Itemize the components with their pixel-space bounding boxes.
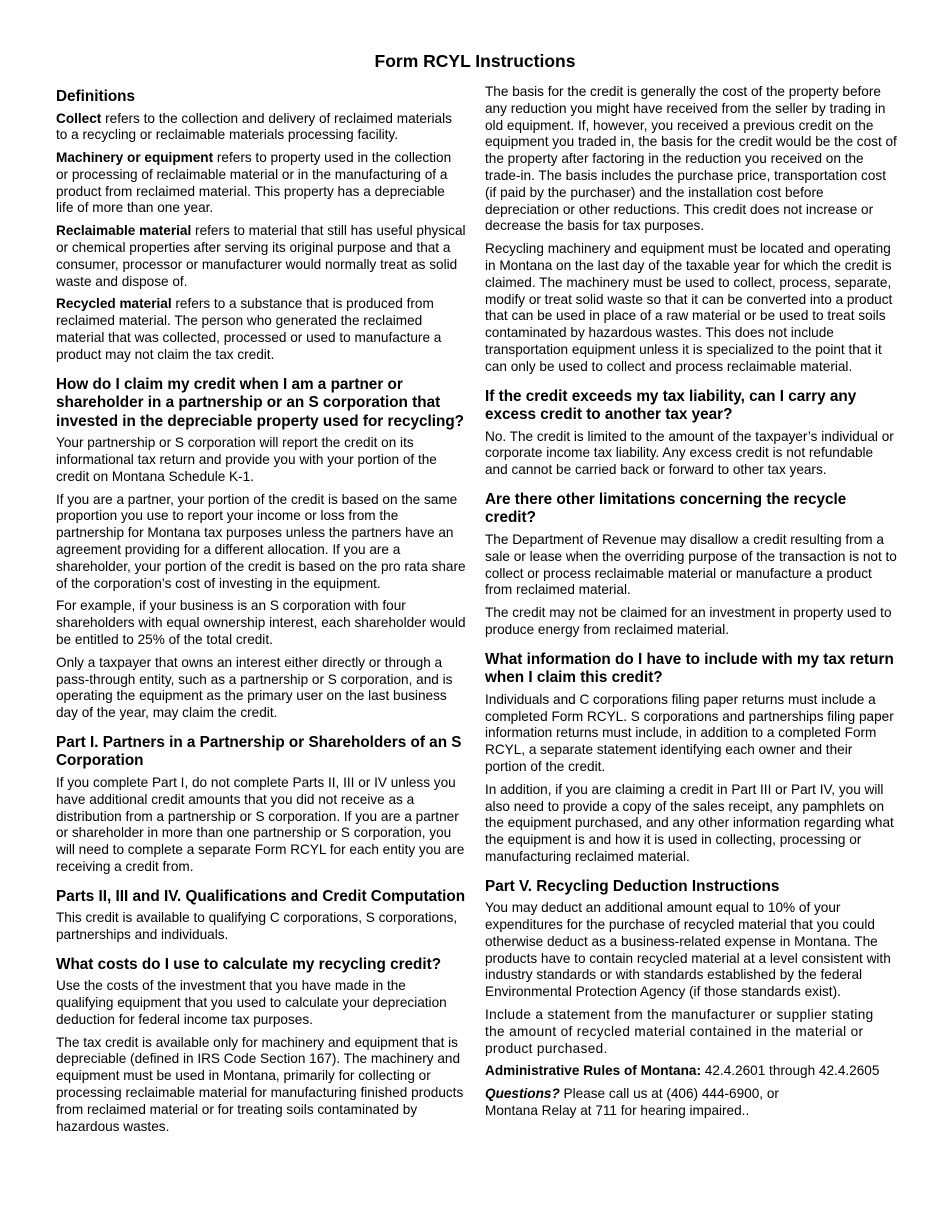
left-column — [56, 84, 466, 1141]
definition-recycled — [56, 296, 466, 363]
paragraph: If you are a partner, your portion of the credit is based on the same proportion you use to report your income or loss from the partnership for Montana tax purposes unless the partners have an agreement providing for a different allocation. If you are a shareholder, your portion of the credit is based on the pro rata share of the corporation’s cost of investing in the equipment. — [56, 491, 466, 591]
term-reclaimable: Reclaimable material — [56, 223, 192, 239]
term-machinery: Machinery or equipment — [56, 150, 214, 166]
paragraph: No. The credit is limited to the amount of the taxpayer’s individual or corporate income tax liability. Any excess credit is not refundable and cannot be carried back or forward to other tax years. — [485, 428, 894, 478]
paragraph: Individuals and C corporations filing paper returns must include a completed Form RCYL. S corporations and partnerships filing paper information returns must include, in addition to a completed Form RCYL, a separate statement identifying each owner and their portion of the credit. — [485, 691, 894, 774]
questions — [485, 1086, 897, 1120]
term-recycled: Recycled material — [56, 296, 172, 312]
rules-label: Administrative Rules of Montana: — [485, 1063, 702, 1079]
paragraph: In addition, if you are claiming a credit in Part III or Part IV, you will also need to provide a copy of the sales receipt, any pamphlets on the equipment purchased, and any other information regarding what the equipment is and how it is used in collecting, processing or manufacturing reclaimed material. — [485, 781, 894, 864]
definition-collect-text: refers to the collection and delivery of reclaimed materials to a recycling or reclaimable materials processing facility. — [56, 110, 452, 143]
definition-collect — [56, 111, 466, 145]
definition-reclaimable — [56, 223, 466, 290]
include-heading: What information do I have to include with my tax return when I claim this credit? — [485, 650, 894, 687]
paragraph: For example, if your business is an S corporation with four shareholders with equal ownership interest, each shareholder would be entitled to 25% of the total credit. — [56, 598, 466, 647]
rules-text: 42.4.2601 through 42.4.2605 — [701, 1063, 880, 1079]
paragraph: If you complete Part I, do not complete Parts II, III or IV unless you have additional credit amounts that you did not receive as a distribution from a partnership or S corporation. If you are a partner or shareholder in more than one partnership or S corporation, you will need to complete a separate Form RCYL for each entity you are receiving a credit from. — [56, 774, 465, 874]
definition-machinery-text: refers to property used in the collection or processing of reclaimable material or in the manufacturing of a product from reclaimed material. This property has a depreciable life of more than one year. — [56, 150, 452, 216]
parts234-heading: Parts II, III and IV. Qualifications and Credit Computation — [56, 887, 466, 905]
paragraph: Your partnership or S corporation will report the credit on its informational tax return and provide you with your portion of the credit on Montana Schedule K-1. — [56, 435, 437, 484]
definition-recycled-text: refers to a substance that is produced from reclaimed material. The person who generated the reclaimed material that was collected, processed or used to manufacture a product may not claim the tax credit. — [56, 296, 442, 362]
costs-heading: What costs do I use to calculate my recycling credit? — [56, 955, 442, 973]
questions-line2: Montana Relay at 711 for hearing impaired.. — [485, 1102, 750, 1118]
paragraph: The tax credit is available only for machinery and equipment that is depreciable (defined in IRS Code Section 167). The machinery and equipment must be used in Montana, primarily for collecting or processing reclaimable material for manufacturing finished products from reclaimed material or for treating soils contaminated by hazardous wastes. — [56, 1034, 464, 1134]
term-collect: Collect — [56, 110, 102, 126]
questions-label: Questions? — [485, 1086, 560, 1102]
paragraph: The credit may not be claimed for an investment in property used to produce energy from reclaimed material. — [485, 605, 892, 637]
definition-reclaimable-text: refers to material that still has useful physical or chemical properties after serving its original purpose and that a consumer, processor or manufacturer would normally treat as solid waste and dispose of. — [56, 223, 466, 289]
part1-heading: Part I. Partners in a Partnership or Shareholders of an S Corporation — [56, 733, 462, 770]
definition-machinery — [56, 150, 466, 217]
paragraph: The Department of Revenue may disallow a credit resulting from a sale or lease when the overriding purpose of the transaction is not to collect or process reclaimable material or manufacture a product from reclaimed material. — [485, 531, 897, 598]
paragraph: This credit is available to qualifying C corporations, S corporations, partnerships and individuals. — [56, 910, 458, 942]
paragraph: Only a taxpayer that owns an interest either directly or through a pass-through entity, such as a partnership or S corporation, and is operating the equipment as the primary user on the last business day of the year, may claim the credit. — [56, 654, 453, 721]
partner-claim-heading: How do I claim my credit when I am a partner or shareholder in a partnership or an S corporation that invested in the depreciable property used for recycling? — [56, 375, 465, 430]
page-title: Form RCYL Instructions — [374, 51, 576, 71]
definitions-heading: Definitions — [56, 88, 136, 105]
questions-line1: Please call us at (406) 444-6900, or — [559, 1086, 779, 1102]
administrative-rules — [485, 1063, 897, 1080]
exceeds-heading: If the credit exceeds my tax liability, can I carry any excess credit to another tax year? — [485, 387, 857, 424]
paragraph: Recycling machinery and equipment must be located and operating in Montana on the last day of the taxable year for which the credit is claimed. The machinery must be used to collect, process, separate, modify or treat solid waste so that it can be converted into a product that can be used in place of a raw material or be used to treat soils contaminated by hazardous wastes. This does not include transportation equipment unless it is specialized to the point that it can only be used to collect and process reclaimable material. — [485, 241, 893, 374]
paragraph: You may deduct an additional amount equal to 10% of your expenditures for the purchase of recycled material that you could otherwise deduct as a business-related expense in Montana. The products have to contain recycled material at a level consistent with industry standards or with standards established by the federal Environmental Protection Agency (if those standards exist). — [485, 900, 891, 1000]
part5-heading: Part V. Recycling Deduction Instructions — [485, 877, 780, 895]
limitations-heading: Are there other limitations concerning the recycle credit? — [485, 490, 847, 527]
right-column — [485, 84, 897, 1126]
paragraph: Include a statement from the manufacturer or supplier stating the amount of recycled material contained in the material or product purchased. — [485, 1006, 874, 1056]
paragraph: Use the costs of the investment that you have made in the qualifying equipment that you used to calculate your depreciation deduction for federal income tax purposes. — [56, 978, 447, 1027]
paragraph: The basis for the credit is generally the cost of the property before any reduction you might have received from the seller by trading in old equipment. If, however, you received a previous credit on the equipment you traded in, the basis for the credit would be the cost of the property after factoring in the reduction you received on the trade-in. The basis includes the purchase price, transportation cost (if paid by the purchaser) and the installation cost before depreciation or other reductions. This credit does not increase or decrease the basis for tax purposes. — [485, 84, 897, 234]
